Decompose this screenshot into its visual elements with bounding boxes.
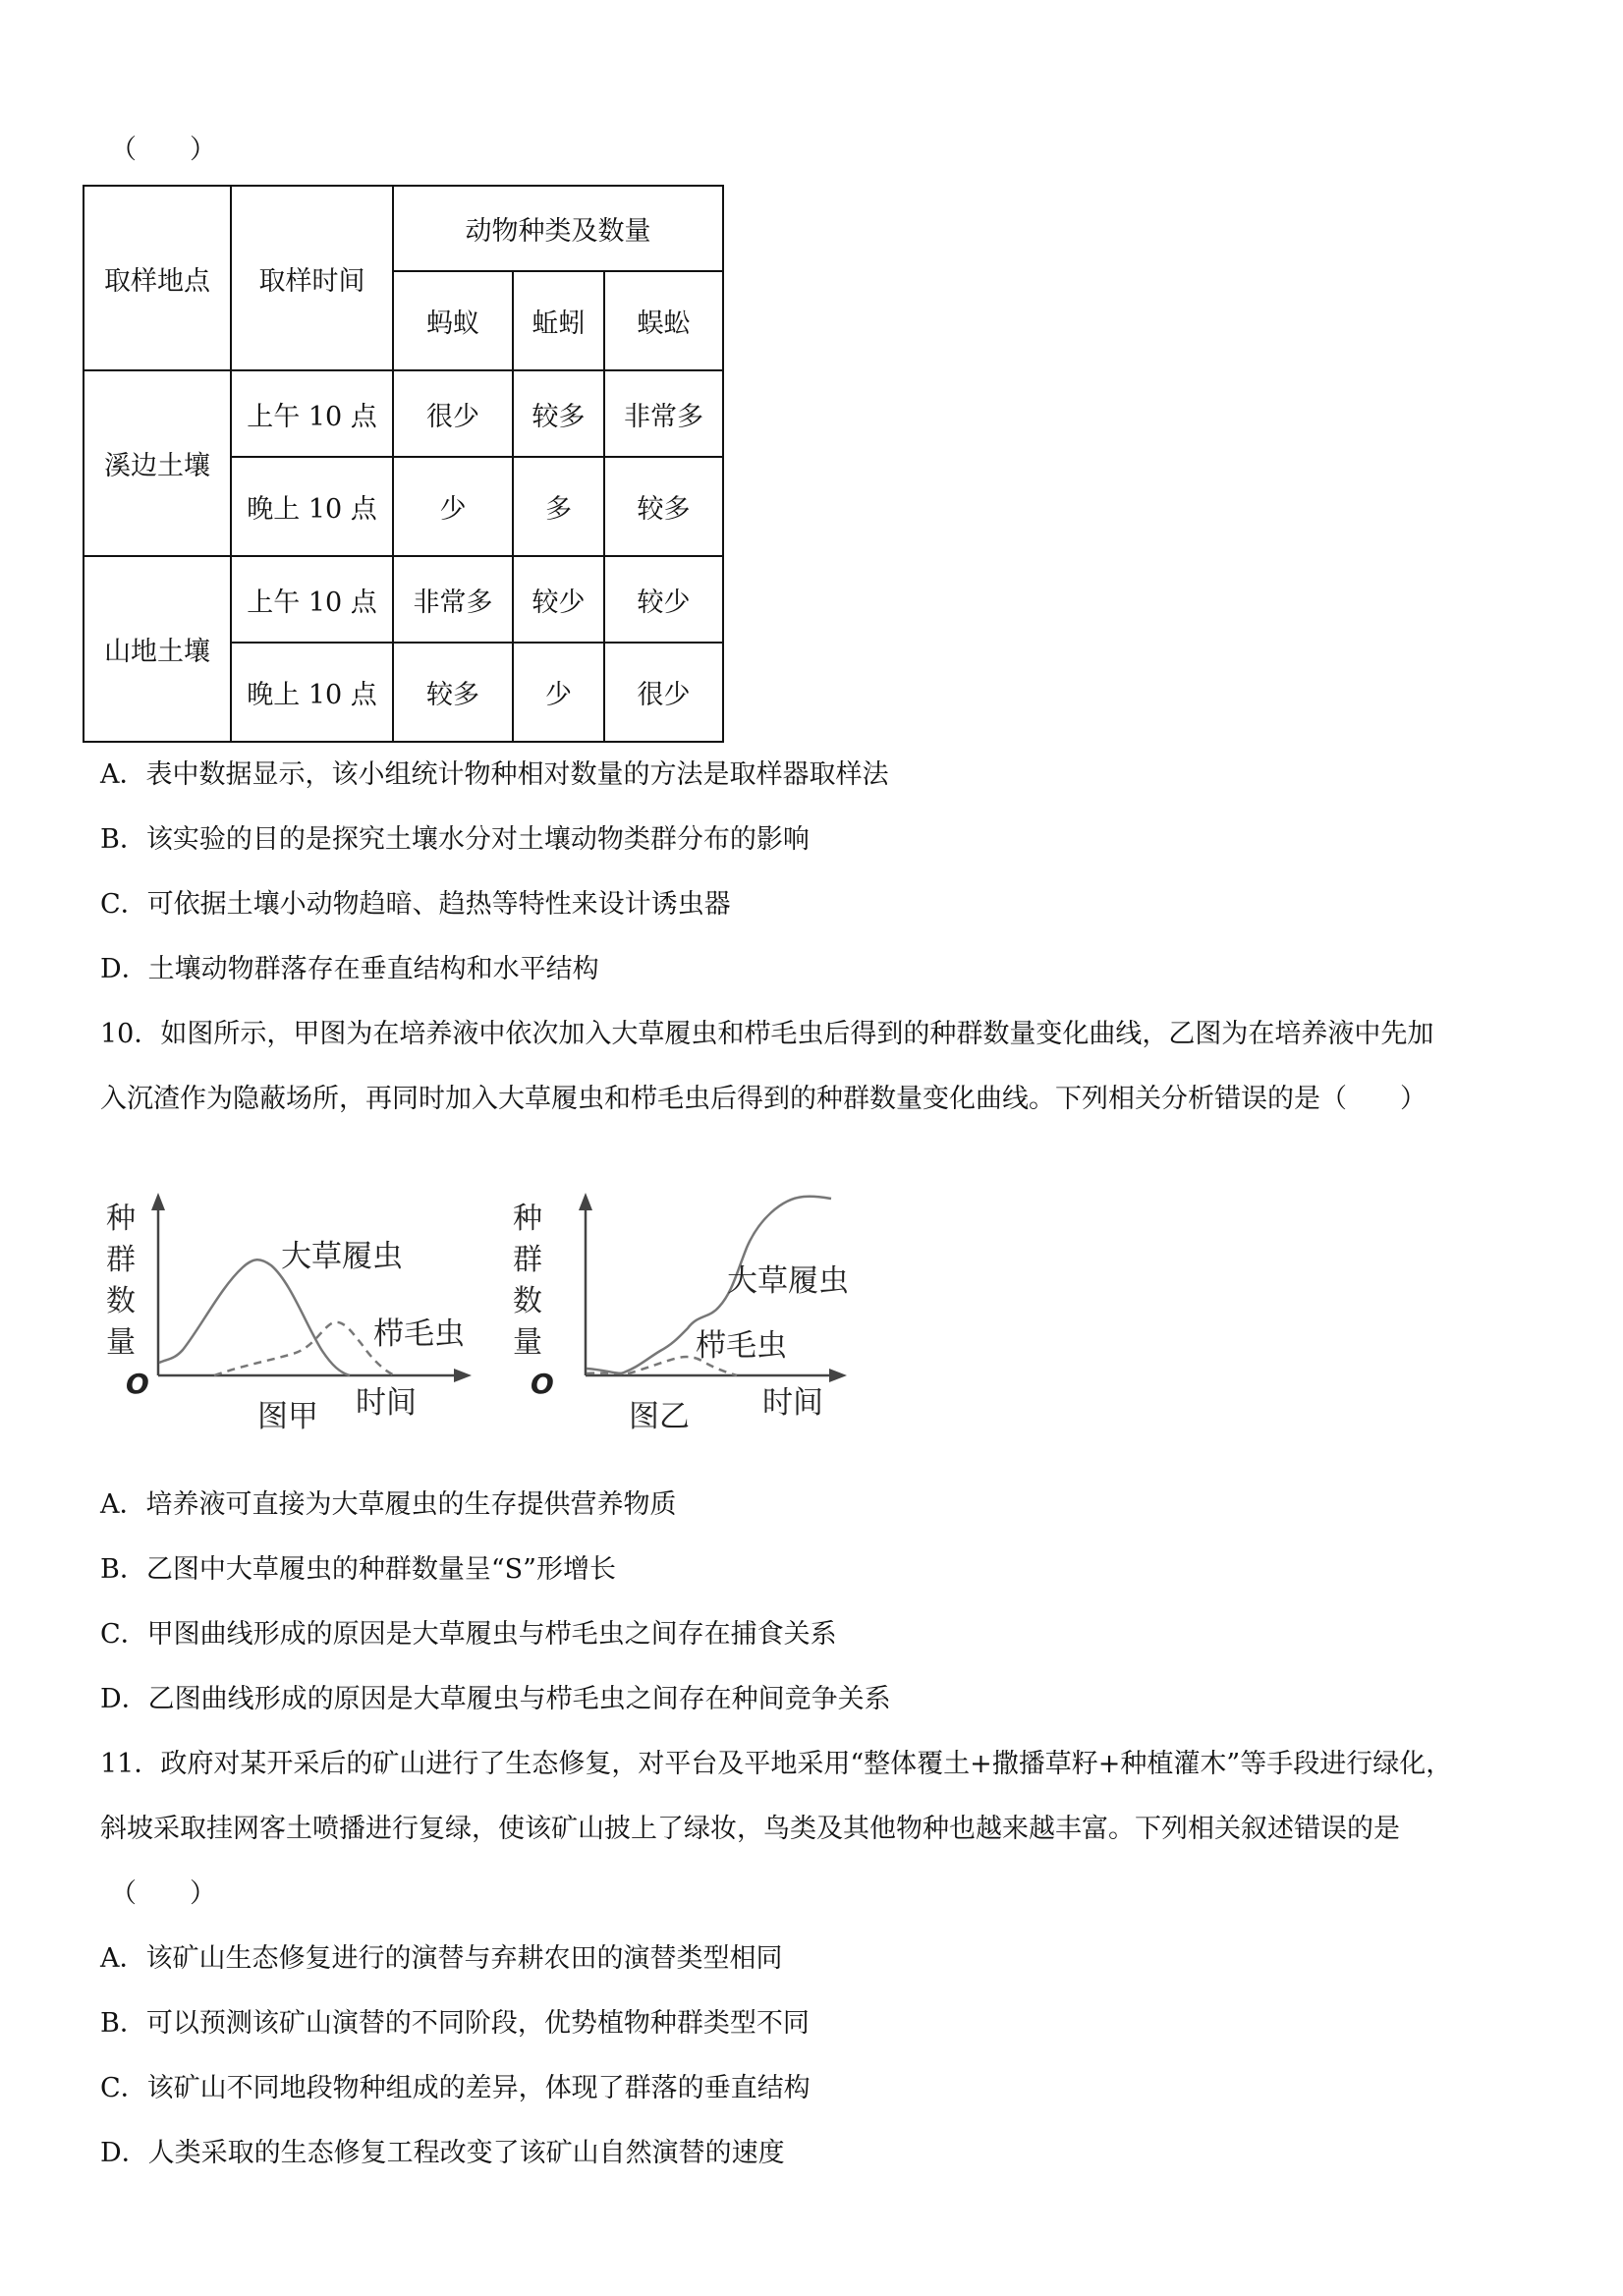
- q11-option-d: D．人类采取的生态修复工程改变了该矿山自然演替的速度: [100, 2138, 785, 2168]
- ylabel-char: 数: [106, 1284, 136, 1318]
- ylabel-char: 量: [106, 1325, 136, 1360]
- label-didinium: 栉毛虫: [696, 1328, 787, 1364]
- xlabel-time: 时间: [762, 1385, 823, 1421]
- soil-animal-survey-table: [83, 185, 724, 743]
- cell-time: 晚上 10 点: [231, 643, 393, 742]
- ylabel-char: 种: [513, 1202, 542, 1236]
- caption-yi: 图乙: [629, 1399, 690, 1434]
- y-axis-arrow-icon: [151, 1193, 165, 1210]
- q9-option-c: C．可依据土壤小动物趋暗、趋热等特性来设计诱虫器: [100, 889, 731, 920]
- cell-value: 少: [513, 643, 604, 742]
- cell-value: 较少: [604, 556, 723, 643]
- cell-place: 溪边土壤: [84, 370, 231, 556]
- q11-option-a: A．该矿山生态修复进行的演替与弃耕农田的演替类型相同: [100, 1943, 783, 1974]
- cell-value: 很少: [393, 370, 513, 457]
- cell-time: 上午 10 点: [231, 370, 393, 457]
- header-animal-earthworm: 蚯蚓: [513, 271, 604, 370]
- header-animal-ant: 蚂蚁: [393, 271, 513, 370]
- cell-value: 很少: [604, 643, 723, 742]
- q10-option-a: A．培养液可直接为大草履虫的生存提供营养物质: [100, 1489, 677, 1520]
- q10-option-b: B．乙图中大草履虫的种群数量呈“S”形增长: [100, 1554, 616, 1585]
- y-axis-arrow-icon: [579, 1193, 592, 1210]
- ylabel-char: 群: [513, 1243, 542, 1277]
- q10-option-d: D．乙图曲线形成的原因是大草履虫与栉毛虫之间存在种间竞争关系: [100, 1684, 891, 1714]
- cell-time: 上午 10 点: [231, 556, 393, 643]
- q10-population-figure: [98, 1179, 884, 1444]
- q9-answer-bracket: （ ）: [110, 135, 216, 165]
- curve-paramecium: [159, 1260, 350, 1375]
- q11-answer-bracket: （ ）: [110, 1878, 216, 1909]
- ylabel-char: 种: [106, 1202, 136, 1236]
- x-axis-arrow-icon: [829, 1369, 847, 1382]
- cell-value: 较多: [604, 457, 723, 556]
- ylabel-char: 量: [513, 1325, 542, 1360]
- q11-stem-line-2: 斜坡采取挂网客土喷播进行复绿，使该矿山披上了绿妆，鸟类及其他物种也越来越丰富。下列相关叙述错误的是: [100, 1814, 1400, 1844]
- panel-yi: [513, 1193, 849, 1434]
- q11-option-b: B．可以预测该矿山演替的不同阶段，优势植物种群类型不同: [100, 2008, 810, 2039]
- origin-label: O: [126, 1368, 149, 1400]
- header-animal-group: 动物种类及数量: [393, 186, 723, 271]
- label-paramecium: 大草履虫: [281, 1239, 403, 1274]
- label-paramecium: 大草履虫: [727, 1263, 849, 1299]
- q11-option-c: C．该矿山不同地段物种组成的差异，体现了群落的垂直结构: [100, 2073, 811, 2103]
- q9-option-d: D．土壤动物群落存在垂直结构和水平结构: [100, 954, 599, 984]
- panel-jia: [106, 1193, 472, 1434]
- cell-value: 非常多: [393, 556, 513, 643]
- curve-didinium: [214, 1322, 395, 1375]
- cell-value: 较多: [393, 643, 513, 742]
- label-didinium: 栉毛虫: [373, 1316, 465, 1352]
- origin-label: O: [531, 1368, 554, 1400]
- header-animal-centipede: 蜈蚣: [604, 271, 723, 370]
- xlabel-time: 时间: [356, 1385, 417, 1421]
- q10-option-c: C．甲图曲线形成的原因是大草履虫与栉毛虫之间存在捕食关系: [100, 1619, 837, 1650]
- q11-stem-line-1: 11．政府对某开采后的矿山进行了生态修复，对平台及平地采用“整体覆土+撒播草籽+种植灌木”等手段进行绿化，: [100, 1749, 1453, 1779]
- cell-time: 晚上 10 点: [231, 457, 393, 556]
- cell-value: 少: [393, 457, 513, 556]
- table-row: [84, 556, 723, 643]
- x-axis-arrow-icon: [454, 1369, 472, 1382]
- ylabel-char: 数: [513, 1284, 542, 1318]
- caption-jia: 图甲: [257, 1399, 318, 1434]
- cell-value: 较少: [513, 556, 604, 643]
- q9-option-b: B．该实验的目的是探究土壤水分对土壤动物类群分布的影响: [100, 824, 810, 855]
- q10-stem-line-2: 入沉渣作为隐蔽场所，再同时加入大草履虫和栉毛虫后得到的种群数量变化曲线。下列相关分析错误的是（ ）: [100, 1084, 1427, 1114]
- cell-value: 非常多: [604, 370, 723, 457]
- cell-value: 多: [513, 457, 604, 556]
- header-sampling-place: 取样地点: [84, 186, 231, 370]
- ylabel-char: 群: [106, 1243, 136, 1277]
- q10-stem-line-1: 10．如图所示，甲图为在培养液中依次加入大草履虫和栉毛虫后得到的种群数量变化曲线，乙图为在培养液中先加: [100, 1019, 1434, 1049]
- table-row: [84, 370, 723, 457]
- cell-place: 山地土壤: [84, 556, 231, 742]
- header-sampling-time: 取样时间: [231, 186, 393, 370]
- cell-value: 较多: [513, 370, 604, 457]
- q9-option-a: A．表中数据显示，该小组统计物种相对数量的方法是取样器取样法: [100, 759, 889, 790]
